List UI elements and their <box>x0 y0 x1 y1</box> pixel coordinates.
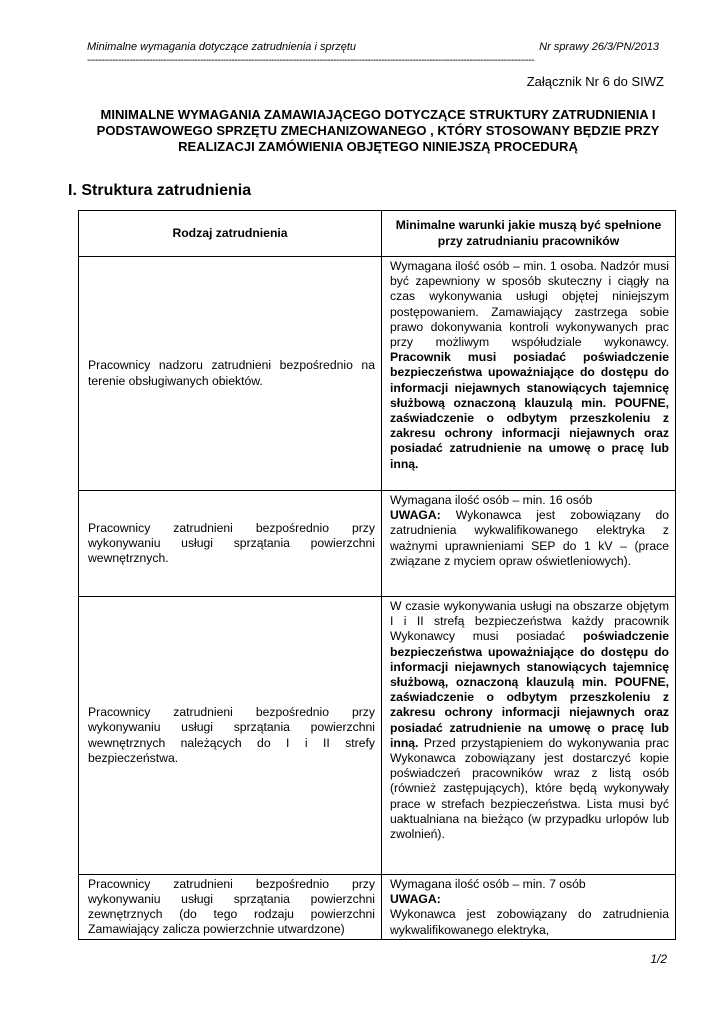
table-row <box>79 875 676 940</box>
requirements-text: Wymagana ilość osób – min. 1 osoba. Nadzór musi być zapewniony w sposób skuteczny i ciągły na czas wykonywania usługi objętej niniejszym postępowaniem. Zamawiający zastrzega sobie prawo dokonywania kontroli wykonywanych prac przy możliwym współudziale wykonawcy. <box>390 259 669 350</box>
employment-type-cell: Pracownicy zatrudnieni bezpośrednio przy wykonywaniu usługi sprzątania powierzchni wewnętrznych należących do I i II strefy bezpieczeństwa. <box>79 597 382 875</box>
note-label: UWAGA: <box>390 892 441 907</box>
employment-type-cell: Pracownicy zatrudnieni bezpośrednio przy wykonywaniu usługi sprzątania powierzchni wewnętrznych. <box>79 491 382 597</box>
annex-label: Załącznik Nr 6 do SIWZ <box>526 74 664 89</box>
page-number: 1/2 <box>650 952 667 966</box>
requirements-count: Wymagana ilość osób – min. 16 osób <box>390 493 593 507</box>
column-header-type: Rodzaj zatrudnienia <box>79 211 382 257</box>
requirements-text: Wykonawca jest zobowiązany do zatrudnienia wykwalifikowanego elektryka, <box>390 907 669 937</box>
requirements-text: Przed przystąpieniem do wykonywania prac Wykonawca zobowiązany jest dostarczyć kopie poświadczeń pracowników wraz z listą osób (również zastępujących), które będą wykonywały prace w strefach bezpieczeństwa. Lista musi być uaktualniana na bieżąco (w przypadku urlopów lub zwolnień). <box>390 735 670 842</box>
header-divider: -------------------------------------------------------------------------------------------------------------------------------------------------------------- <box>87 56 535 66</box>
header-case-number: Nr sprawy 26/3/PN/2013 <box>539 41 659 53</box>
table-row <box>79 491 676 597</box>
requirements-cell <box>382 875 676 940</box>
requirements-bold-text: Pracownik musi posiadać poświadczenie bezpieczeństwa upoważniające do dostępu do informacji niejawnych stanowiących tajemnicę służbową oznaczoną klauzulą min. POUFNE, zaświadczenie o odbytym przeszkoleniu z zakresu ochrony informacji niejawnych oraz posiadać zatrudnienie na umowę o pracę lub inną. <box>390 350 669 471</box>
table-header-row <box>79 211 676 257</box>
employment-type-cell: Pracownicy zatrudnieni bezpośrednio przy wykonywaniu usługi sprzątania powierzchni zewnętrznych (do tego rodzaju powierzchni Zamawiający zalicza powierzchnie utwardzone) <box>79 875 382 940</box>
requirements-cell <box>382 257 676 491</box>
header-document-title: Minimalne wymagania dotyczące zatrudnienia i sprzętu <box>87 41 357 53</box>
document-title: MINIMALNE WYMAGANIA ZAMAWIAJĄCEGO DOTYCZĄCE STRUKTURY ZATRUDNIENIA I PODSTAWOWEGO SPRZĘTU ZMECHANIZOWANEGO , KTÓRY STOSOWANY BĘDZIE PRZY REALIZACJI ZAMÓWIENIA OBJĘTEGO NINIEJSZĄ PROCEDURĄ <box>96 107 660 154</box>
table-row <box>79 597 676 875</box>
note-label: UWAGA: <box>390 508 441 523</box>
requirements-cell <box>382 597 676 875</box>
requirements-text: W czasie wykonywania usługi na obszarze objętym I i II strefą bezpieczeństwa każdy pracownik Wykonawcy musi posiadać <box>390 599 669 644</box>
requirements-count: Wymagana ilość osób – min. 7 osób <box>390 877 586 891</box>
employment-structure-table <box>78 210 676 940</box>
section-title: I. Struktura zatrudnienia <box>68 182 252 199</box>
employment-type-cell: Pracownicy nadzoru zatrudnieni bezpośrednio na terenie obsługiwanych obiektów. <box>79 257 382 491</box>
requirements-cell <box>382 491 676 597</box>
requirements-text: Wykonawca jest zobowiązany do zatrudnienia wykwalifikowanego elektryka z ważnymi uprawnieniami SEP do 1 kV – (prace związane z myciem opraw oświetleniowych). <box>390 508 670 568</box>
requirements-bold-text: poświadczenie bezpieczeństwa upoważniające do dostępu do informacji niejawnych stanowiących tajemnicę służbową, oznaczoną klauzulą min. POUFNE, zaświadczenie o odbytym przeszkoleniu z zakresu ochrony informacji niejawnych oraz posiadać zatrudnienie na umowę o pracę lub inną. <box>390 629 669 750</box>
table-row <box>79 257 676 491</box>
column-header-requirements: Minimalne warunki jakie muszą być spełnione przy zatrudnianiu pracowników <box>382 211 676 257</box>
